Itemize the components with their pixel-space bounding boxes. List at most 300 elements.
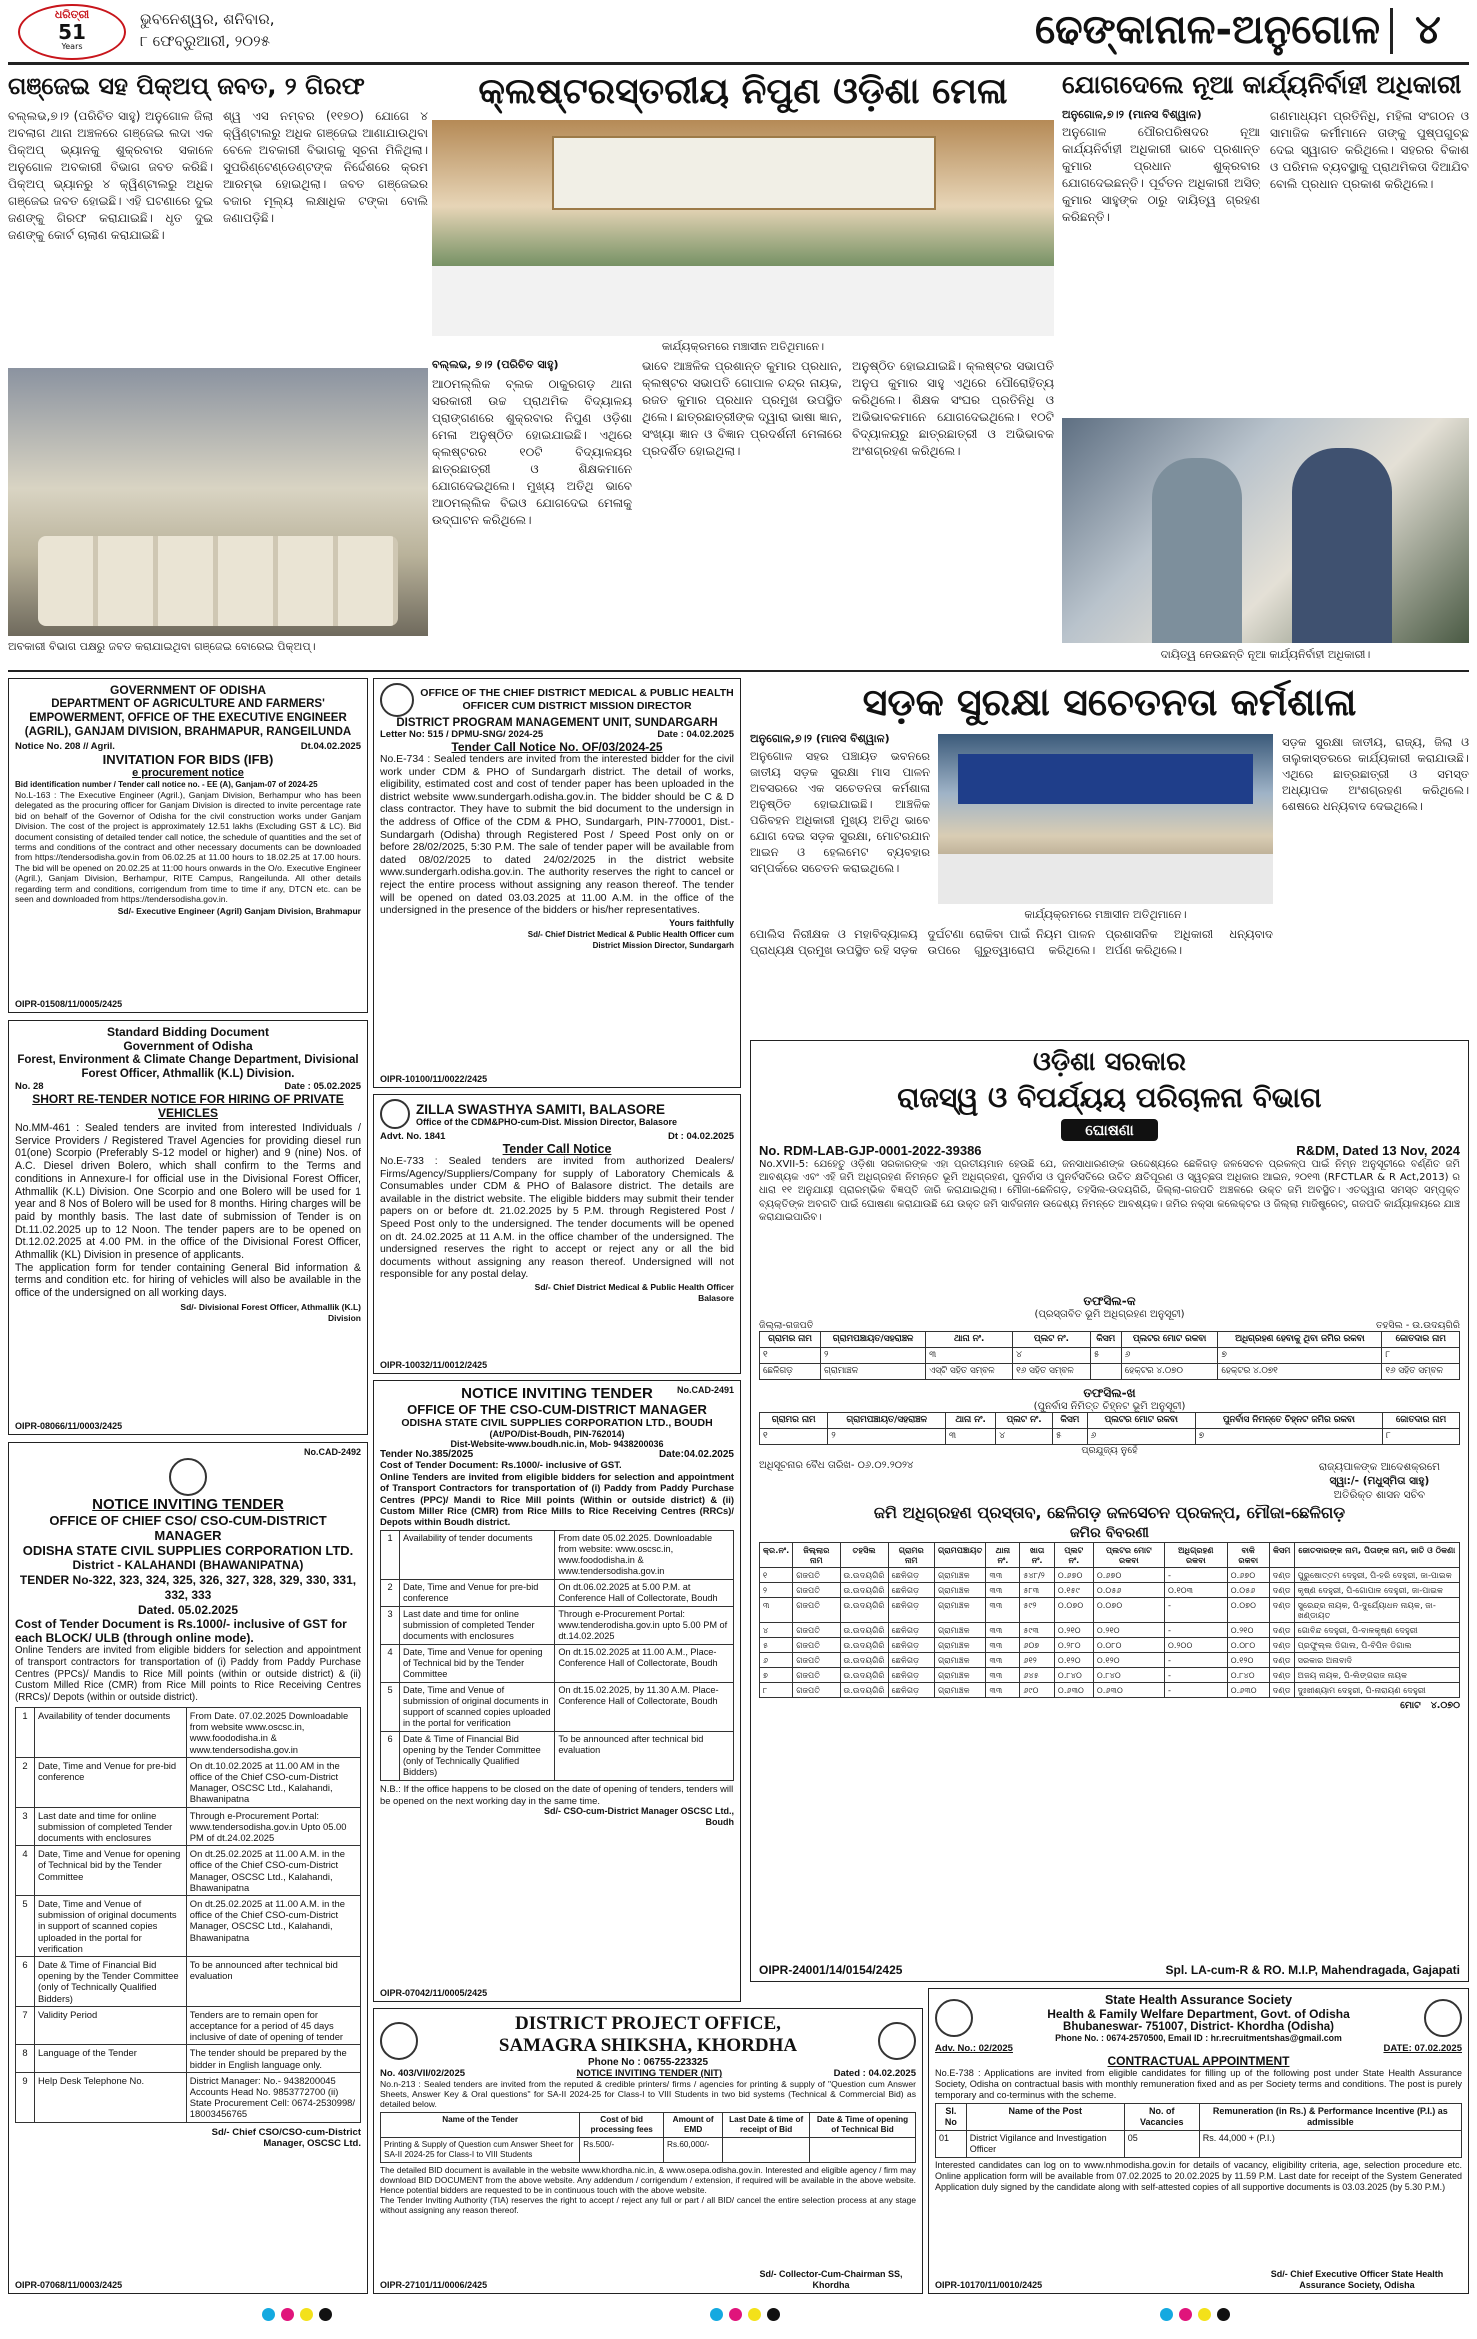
ad-samagra-shiksha-khordha: [373, 2008, 923, 2294]
table-cell: ଗ୍ରାମାଞ୍ଚଳ: [935, 1638, 986, 1653]
vacancy-table: [935, 2103, 1462, 2158]
column-number: ୮: [1382, 1429, 1459, 1445]
column-number: ୨: [820, 1348, 925, 1364]
ad-line-1: GOVERNMENT OF ODISHA: [109, 683, 266, 697]
ad-body: No.L-163 : The Executive Engineer (Agril.), Ganjam Division, Berhampur who has been delegated as the procuring officer for Ganjam Division is directed to invite percentage rate bid on behalf of the Governor of Odisha for the civil construction works under Ganjam Division. The cost of the project is approximately 12.51 lakhs (Excluding GST & LC). Bid document consisting of detailed tender call notice, the schedule of quantities and the set of terms and conditions of the contract and other necessary documents can be downloaded from https://tendersodisha.gov.in from 06.02.25 at 11.00 hours to 18.02.25 at 17.00 hours. The bid will be opened on 20.02.25 at 11:00 hours onwards in the O/o. Executive Engineer (Agril.), Ganjam Division, Berhampur, RITE Campus, Rangeilunda. All other details regarding term and conditions, corrigendum from time to time if any, DTCN etc. can be seen and downloaded from https://tendersodisha.gov.in.: [15, 790, 361, 905]
ad-sign: Sd/- Divisional Forest Officer, Athmallik (K.L) Division: [180, 1301, 361, 1323]
table-cell: ୧: [760, 1568, 793, 1583]
ad-sign: Sd/- Collector-Cum-Chairman SS, Khordha: [759, 2269, 903, 2290]
table-cell: ଗ୍ରାମାଞ୍ଚଳ: [935, 1653, 986, 1668]
table-cell: ୩୩: [986, 1683, 1020, 1698]
table-cell: ଛେଳିଗଡ଼: [888, 1638, 934, 1653]
table-cell: ୦.୨୧୦: [1227, 1623, 1269, 1638]
column-header: Last Date & time of receipt of Bid: [723, 2112, 810, 2137]
table-row: [381, 1683, 734, 1732]
table-cell: ଗଜପତି: [793, 1623, 840, 1638]
table-cell: ଗ୍ରାମାଞ୍ଚଳ: [935, 1668, 986, 1683]
logo-years: 51: [58, 20, 86, 44]
ad-header: NOTICE INVITING TENDER: [461, 1385, 653, 1402]
table-row: [760, 1638, 1460, 1653]
nit-table: [380, 2112, 916, 2163]
column-header: ବାକି ରକବା: [1227, 1543, 1269, 1568]
table-row: [16, 1757, 361, 1807]
tender-cost: Cost of Tender Document: Rs.1000/- inclusive of GST.: [380, 1460, 622, 1471]
row-number: 3: [16, 1807, 35, 1846]
table-cell: -: [1164, 1668, 1227, 1683]
row-number: 4: [381, 1645, 400, 1683]
photo-caption: କାର୍ଯ୍ୟକ୍ରମରେ ମଞ୍ଚାସୀନ ଅତିଥିମାନେ।: [1024, 908, 1187, 921]
bid-id: Bid identification number / Tender call notice no. - EE (A), Ganjam-07 of 2024-25: [15, 780, 318, 789]
table-cell: [810, 2137, 916, 2162]
ad-zilla-swasthya-balasore: [373, 1094, 741, 1374]
column-header: Remuneration (in Rs.) & Performance Incentive (P.I.) as admissible: [1199, 2104, 1461, 2131]
cyan-registration-mark: [710, 2308, 723, 2321]
table-cell: ୩୩: [986, 1668, 1020, 1683]
ad-sign: Sd/- Chief District Medical & Public Health Officer Balasore: [534, 1281, 734, 1303]
column-header: ଗ୍ରାମପଞ୍ଚାୟତ/ସହରାଞ୍ଚଳ: [820, 1332, 925, 1348]
table-cell: ୫୯୨: [1020, 1598, 1055, 1623]
table-cell: ଛେଳିଗଡ଼: [888, 1623, 934, 1638]
row-number: 3: [381, 1607, 400, 1645]
yellow-registration-mark: [1198, 2308, 1211, 2321]
story-ganja-seizure: [8, 68, 428, 668]
story-dateline: ବଲ୍ଲଭ, ୭।୨ (ପରିଚିତ ସାହୁ): [432, 358, 559, 371]
table-cell: ଦଣ୍ଡ: [1269, 1638, 1294, 1653]
ad-line-4: Dist-Website-www.boudh.nic.in, Mob- 9438200036: [450, 1439, 664, 1449]
table-cell: ଉ.ଉଦୟଗିରି: [840, 1623, 888, 1638]
story-body-right: ସଡ଼କ ସୁରକ୍ଷା ଜାତୀୟ, ରାଜ୍ୟ, ଜିଲା ଓ ତାଲୁକାସ୍ତରରେ କାର୍ଯ୍ୟକାରୀ କରାଯାଉଛି। ଏଥିରେ ଛାତ୍ରଛାତ୍ରୀ ଓ ସମସ୍ତ ଅଧ୍ୟାପକ ଅଂଶଗ୍ରହଣ କରିଥିଲେ। ଶେଷରେ ଧନ୍ୟବାଦ ଦେଇଥିଲେ।: [1282, 735, 1469, 813]
column-header: Name of the Tender: [381, 2112, 580, 2137]
ad-line-3: (At/PO/Dist-Boudh, PIN-762014): [489, 1429, 625, 1439]
table-row: [16, 1707, 361, 1757]
page-number: ୪: [1415, 7, 1441, 53]
row-number: 9: [16, 2072, 35, 2122]
table-cell: ଗଜପତି: [793, 1568, 840, 1583]
row-number: 6: [381, 1732, 400, 1781]
table-cell: ଏସ୍‌ଟି ସହିତ ସମ୍ବଳ: [926, 1364, 1013, 1380]
column-header: ଜୋତଦାର ନାମ: [1382, 1332, 1460, 1348]
ad-oipr: OIPR-10170/11/0010/2425: [935, 2280, 1043, 2290]
ad-title: CONTRACTUAL APPOINTMENT: [1107, 2054, 1290, 2068]
ghosana-badge: ଘୋଷଣା: [1061, 1119, 1157, 1141]
table-cell: ୦.୨୧୦: [1054, 1623, 1093, 1638]
notice-date: Dt.04.02.2025: [300, 741, 361, 752]
story-dateline: ଅନୁଗୋଳ,୭।୨ (ମାନସ ବିଶ୍ୱାଳ): [1062, 108, 1202, 121]
land-table-subtitle: ଜମିର ବିବରଣୀ: [1070, 1525, 1149, 1541]
registration-marks-right: [1160, 2308, 1230, 2321]
story-body-right: ଶ୍ୱ ଏସ ନମ୍ବର (୧୧୭୦) ଯୋଗେ ୪ କ୍ୱିଣ୍ଟାଲରୁ ଅଧିକ ଗଞ୍ଜେଇ ଆଣାଯାଉଥିବା ବେଳେ ଅବକାରୀ ବିଭାଗକୁ ସୂଚନା ମିଳିଥିଲା। ସୁପରିଣ୍ଟେଣ୍ଡେଣ୍ଟଙ୍କ ନିର୍ଦ୍ଦେଶରେ କ୍ରମ ଆରମ୍ଭ ହୋଇଥିଲା। ଜବତ ଗଞ୍ଜେଇର ବଜାର ମୂଲ୍ୟ ଲକ୍ଷାଧିକ ଟଙ୍କା ବୋଲି ଜଣାପଡ଼ିଛି।: [223, 109, 428, 225]
row-label: Last date and time for online submission of completed Tender documents with enclosures: [35, 1807, 187, 1846]
row-value: To be announced after technical bid evaluation: [555, 1732, 734, 1781]
table-cell: ୦.୬୭୦: [1227, 1568, 1269, 1583]
table-cell: ଗୋବିନ୍ଦ ଦେହୁରୀ, ପି-ବାଳକୃଷ୍ଣ ଦେହୁରୀ: [1294, 1623, 1459, 1638]
row-value: District Manager: No.- 9438200045 Accounts Head No. 9853772700 (ii) State Procurement Cell: 0674-2530998/ 18003456765: [186, 2072, 360, 2122]
table-cell: ଅଜୟ ନାୟକ, ପି-ଲିଙ୍ଗରାଜ ନାୟକ: [1294, 1668, 1459, 1683]
advt-date: Dt : 04.02.2025: [667, 1131, 734, 1142]
table-cell: ଗ୍ରାମାଞ୍ଚଳ: [935, 1568, 986, 1583]
ad-yours: Yours faithfully: [669, 917, 734, 928]
table-cell: ଉ.ଉଦୟଗିରି: [840, 1638, 888, 1653]
column-header: ଜୋତଦାର ନାମ: [1382, 1413, 1459, 1429]
table-cell: ୦.୬୭୦: [1054, 1568, 1093, 1583]
row-label: Date, Time and Venue for opening of Technical bid by the Tender Committee: [400, 1645, 555, 1683]
notice-number: Notice No. 208 // Agril.: [15, 741, 115, 752]
table-cell: ୩୩: [986, 1623, 1020, 1638]
table-cell: ୦.୨୧୦: [1093, 1623, 1164, 1638]
table-cell: ୫୯୩: [1020, 1623, 1055, 1638]
schedule-a-district: ଜିଲ୍ଲା-ଗଜପତି: [759, 1320, 814, 1331]
ad-line-2: ODISHA STATE CIVIL SUPPLIES CORPORATION LTD., BOUDH: [401, 1417, 713, 1429]
notice-date: Dated : 04.02.2025: [833, 2068, 916, 2079]
ad-title: INVITATION FOR BIDS (IFB): [102, 752, 274, 767]
magenta-registration-mark: [1179, 2308, 1192, 2321]
tender-cost: Cost of Tender Document is Rs.1000/- inclusive of GST for each BLOCK/ ULB (through online mode).: [15, 1617, 347, 1645]
table-cell: Rs. 44,000 + (P.I.): [1199, 2131, 1461, 2158]
table-cell: 05: [1124, 2131, 1199, 2158]
yellow-registration-mark: [300, 2308, 313, 2321]
photo-caption: ଦାୟିତ୍ୱ ନେଉଛନ୍ତି ନୂଆ କାର୍ଯ୍ୟନିର୍ବାହୀ ଅଧିକାରୀ।: [1160, 648, 1371, 661]
row-number: 6: [16, 1957, 35, 2007]
ad-line-2: DEPARTMENT OF AGRICULTURE AND FARMERS' EMPOWERMENT, OFFICE OF THE EXECUTIVE ENGINEER (AGRIL), GANJAM DIVISION, BRAHMAPUR, RANGEILUNDA: [24, 698, 352, 738]
table-cell: Printing & Supply of Question cum Answer Sheet for SA-II 2024-25 for Class-I to VIII Students: [381, 2137, 580, 2162]
ref-number: No. RDM-LAB-GJP-0001-2022-39386: [759, 1143, 982, 1158]
ad-forest-vehicle-hire: [8, 1020, 368, 1435]
column-header: ଥାନା ନଂ.: [986, 1543, 1020, 1568]
workshop-stage-photo: [938, 734, 1273, 904]
table-cell: -: [1164, 1683, 1227, 1698]
black-registration-mark: [767, 2308, 780, 2321]
ad-sign: Sd/- Executive Engineer (Agril) Ganjam Division, Brahmapur: [117, 906, 361, 917]
row-number: 2: [381, 1580, 400, 1607]
table-cell: ୦.୮୪୦: [1093, 1668, 1164, 1683]
column-number: ୪: [996, 1429, 1053, 1445]
table-cell: ଦଣ୍ଡ: [1269, 1668, 1294, 1683]
table-cell: Rs.60,000/-: [664, 2137, 723, 2162]
ad-body: No.E-734 : Sealed tenders are invited from the interested bidder for the civil work under CDM & PHO of Sundargarh district. The detail of works, eligibility, estimated cost and cost of tender paper has been uploaded in the district website www.sundergarh.odisha.gov.in. The bidder should be C & D class contractor. They have to submit the bid document to the undersign in the address of Office of the CDM & PHO, Sundargarh, PIN-770001, Dist.- Sundargarh (Odisha) through Registered Post / Speed Post only on or before 28/02/2025, 5:30 P.M. The sale of tender paper will be available from dated 08/02/2025 to dated 24/02/2025 in the district website www.sundergarh.odisha.gov.in. The authority reserves the right to cancel or reject the entire process without assigning any reason thereof. The tender will be opened on dated 03.03.2025 at 11.00 A.M. in the office of the undersigned in the presence of the bidders or his/her representatives.: [380, 754, 734, 917]
table-cell: କୃଷ୍ଣ ଦେହୁରୀ, ପି-ଗୋପାଳ ଦେହୁରୀ, ଜା-ପାଇକ: [1294, 1583, 1459, 1598]
table-cell: [1090, 1364, 1121, 1380]
column-header: ଗ୍ରାମପଞ୍ଚାୟତ: [935, 1543, 986, 1568]
table-cell: ୩: [760, 1598, 793, 1623]
table-cell: ୦.୮୪୦: [1054, 1668, 1093, 1683]
table-cell: ୫: [760, 1638, 793, 1653]
table-cell: ୦.୮୪୦: [1227, 1668, 1269, 1683]
table-row: [16, 2006, 361, 2045]
table-cell: ସୁରେନ୍ଦ୍ର ନାୟକ, ପି-ଦୁର୍ଯ୍ୟୋଧନ ନାୟକ, ଜା-ଖଣ୍ଡାୟତ: [1294, 1598, 1459, 1623]
land-total-label: ମୋଟ: [1400, 1700, 1421, 1711]
ad-revenue-dm-declaration: [750, 1040, 1469, 1982]
table-cell: ହେକ୍ଟର ୪.୦୭୦: [1121, 1364, 1218, 1380]
cyan-registration-mark: [262, 2308, 275, 2321]
row-label: Date & Time of Financial Bid opening by the Tender Committee (only of Technically Qualified Bidders): [35, 1957, 187, 2007]
row-value: Through e-Procurement Portal: www.tendersodisha.gov.in Upto 05.00 PM of dt.24.02.2025: [186, 1807, 360, 1846]
table-cell: ୦.୦୭୦: [1093, 1598, 1164, 1623]
odisha-emblem-icon: [380, 683, 414, 717]
schedule-b-subtitle: (ପୁନର୍ବାସ ନିମିତ୍ତ ଚିହ୍ନଟ ଭୂମି ଅନୁସୂଚୀ): [1033, 1401, 1186, 1412]
table-cell: ଗଜପତି: [793, 1598, 840, 1623]
ad-body: Online Tenders are invited from eligible bidders for selection and appointment of Transport Contractors for transportation of (i) Paddy from Paddy Purchase Centres (PPC)/ Mandi to Rice Mill points (Within or outside district) & (ii) Custom Miller Rice (CMR) from Rice Mills to Rice Receiving Centres (RRCs)/ Depots within Boudh district.: [380, 1471, 734, 1528]
schedule-a-table: [759, 1331, 1460, 1380]
ad-oscsc-kalahandi: [8, 1442, 368, 2294]
masthead-rule: [8, 62, 1469, 65]
table-cell: ୬: [760, 1653, 793, 1668]
odisha-emblem-icon: [380, 1099, 410, 1129]
column-header: No. of Vacancies: [1124, 2104, 1199, 2131]
column-header: ଜିଲ୍ଲାର ନାମ: [793, 1543, 840, 1568]
yellow-registration-mark: [748, 2308, 761, 2321]
table-cell: ଛେଳିଗଡ଼: [888, 1583, 934, 1598]
table-cell: ପ୍ରଫୁଲ୍ଲ ଡିଗାଲ, ପି-ବିପିନ ଡିଗାଲ: [1294, 1638, 1459, 1653]
ad-title: SHORT RE-TENDER NOTICE FOR HIRING OF PRIVATE VEHICLES: [32, 1092, 344, 1120]
ad-line-2: Government of Odisha: [123, 1039, 253, 1053]
row-value: To be announced after technical bid evaluation: [186, 1957, 360, 2007]
ad-line-1: OFFICE OF CHIEF CSO/ CSO-CUM-DISTRICT MANAGER: [49, 1513, 327, 1543]
table-cell: ୦.୧୨୦: [1227, 1653, 1269, 1668]
column-header: Name of the Post: [966, 2104, 1124, 2131]
ad-title: Tender Call Notice: [502, 1142, 612, 1156]
photo-caption: ଅବକାରୀ ବିଭାଗ ପକ୍ଷରୁ ଜବତ କରାଯାଇଥିବା ଗଞ୍ଜେଇ ବୋରେଇ ପିକ୍‌ଅପ୍।: [8, 640, 316, 653]
black-registration-mark: [1217, 2308, 1230, 2321]
governor-sign: ସ୍ୱା:/- (ମଧୁସ୍ମିତା ସାହୁ): [1329, 1475, 1430, 1487]
story-new-executive-officer: [1062, 68, 1469, 668]
ad-cdm-sundargarh: [373, 678, 741, 1088]
row-label: Date, Time and Venue of submission of original documents in support of scanned copies uploaded in the portal for verification: [400, 1683, 555, 1732]
table-cell: ଛେଳିଗଡ଼: [888, 1568, 934, 1583]
ad-body: Online Tenders are invited from eligible bidders for selection and appointment of transport contractors for transportation of (i) Paddy from Paddy Purchase Centres (PPCs)/ Mandis to Rice Mill points (within or outside district) & (ii) Custom Milled Rice (CMR) from Rice Mill points to Rice Receiving Centres (RRCs)/ Depots (within or outside district).: [15, 1645, 361, 1704]
column-number: ୩: [945, 1429, 995, 1445]
table-cell: ଦଣ୍ଡ: [1269, 1598, 1294, 1623]
table-cell: ୬୯୦: [1020, 1683, 1055, 1698]
story-headline: ଯୋଗଦେଲେ ନୂଆ କାର୍ଯ୍ୟନିର୍ବାହୀ ଅଧିକାରୀ: [1062, 70, 1462, 99]
table-cell: ଗଜପତି: [793, 1638, 840, 1653]
anniversary-logo: [18, 4, 126, 60]
ad-body-2: Interested candidates can log on to www.nhmodisha.gov.in for details of vacancy, eligibility criteria, age, selection procedure etc. Online application form will be available from 07.02.2025 to 20.02.2025 by 11.59 P.M. Last date for receipt of the System Generated Application duly signed by the candidate along with self-attested copies of all supportive documents is 03.03.2025 (by 5.30 P.M.): [935, 2160, 1462, 2192]
table-row: [381, 1531, 734, 1580]
top-rule: [8, 670, 1469, 672]
table-cell: ଗ୍ରାମାଞ୍ଚଳ: [935, 1683, 986, 1698]
magenta-registration-mark: [729, 2308, 742, 2321]
table-cell: ଗ୍ରାମାଞ୍ଚଳ: [820, 1364, 925, 1380]
column-header: Amount of EMD: [664, 2112, 723, 2137]
table-cell: ୦.୬୭୦: [1093, 1568, 1164, 1583]
registration-marks-left: [262, 2308, 332, 2321]
table-cell: ୬୪୫: [1020, 1668, 1055, 1683]
column-header: ଥାନା ନଂ.: [945, 1413, 995, 1429]
governor-designation: ଅତିରିକ୍ତ ଶାସନ ସଚିବ: [1333, 1489, 1426, 1501]
column-header: କିସମ: [1052, 1413, 1087, 1429]
ad-line-1: DISTRICT PROJECT OFFICE,: [515, 2013, 781, 2034]
ad-oipr: OIPR-07068/11/0003/2425: [15, 2280, 123, 2290]
officer-handover-photo: [1062, 418, 1469, 643]
row-number: 5: [381, 1683, 400, 1732]
ad-sign: Spl. LA-cum-R & RO. M.I.P, Mahendragada, Gajapati: [1165, 1963, 1460, 1977]
table-cell: ୦.୧୨୦: [1093, 1653, 1164, 1668]
table-row: [381, 1645, 734, 1683]
tender-date: Date:04.02.2025: [658, 1449, 734, 1460]
table-cell: District Vigilance and Investigation Officer: [966, 2131, 1124, 2158]
row-value: From date 05.02.2025. Downloadable from website: www.oscsc.in, www.foododisha.in & www.tendersodisha.gov.in: [555, 1531, 734, 1580]
ad-state-health-assurance: [928, 1988, 1469, 2294]
letter-date: Date : 04.02.2025: [657, 729, 734, 740]
table-cell: ୫୮୩: [1020, 1583, 1055, 1598]
column-header: ପ୍ଲଟର ମୋଟ ରକବା: [1087, 1413, 1195, 1429]
schedule-b-table: [759, 1412, 1460, 1445]
table-cell: [723, 2137, 810, 2162]
table-cell: ୭: [760, 1668, 793, 1683]
ad-line-2: ରାଜସ୍ୱ ଓ ବିପର୍ଯ୍ୟୟ ପରିଚାଳନା ବିଭାଗ: [897, 1081, 1322, 1114]
table-cell: ୦.୦୭୦: [1054, 1598, 1093, 1623]
story-body-left: ବଲ୍ଲଭ,୭।୨ (ପରିଚିତ ସାହୁ) ଅନୁଗୋଳ ଜିଲା ଅବଲାଗ ଥାନା ଅଞ୍ଚଳରେ ଗଞ୍ଜେଇ ଲଦା ଏକ ପିକ୍‌ଅପ୍ ଭ୍ୟାନକୁ ଶୁକ୍ରବାର ସକାଳେ ଅନୁଗୋଳ ଅବକାରୀ ବିଭାଗ ଜବତ କରିଛି। ପିକ୍‌ଅପ୍ ଭ୍ୟାନରୁ ୪ କ୍ୱିଣ୍ଟାଲରୁ ଅଧିକ ଗଞ୍ଜେଇ ଜବତ ହୋଇଛି। ଏହି ଘଟଣାରେ ଦୁଇ ଜଣଙ୍କୁ ଗିରଫ କରାଯାଇଛି। ଧୃତ ଦୁଇ ଜଣଙ୍କୁ କୋର୍ଟ ଚାଲାଣ କରାଯାଇଛି।: [8, 109, 213, 242]
column-number: ୧: [760, 1348, 821, 1364]
row-number: 1: [381, 1531, 400, 1580]
dateline-date: ୮ ଫେବ୍ରୁଆରୀ, ୨୦୨୫: [140, 32, 270, 50]
story-body-2: ଭାବେ ଆଞ୍ଚଳିକ ପ୍ରଶାନ୍ତ କୁମାର ପ୍ରଧାନ, କ୍ଲଷ୍ଟର ସଭାପତି ଗୋପାଳ ଚନ୍ଦ୍ର ନାୟକ, ରଜତ କୁମାର ପ୍ରଧାନ ପ୍ରମୁଖ ଉପସ୍ଥିତ ଥିଲେ। ଛାତ୍ରଛାତ୍ରୀଙ୍କ ଦ୍ୱାରା ଭାଷା ଜ୍ଞାନ, ସଂଖ୍ୟା ଜ୍ଞାନ ଓ ବିଜ୍ଞାନ ପ୍ରଦର୍ଶନୀ ମେଳାରେ ପ୍ରଦର୍ଶିତ ହୋଇଥିଲା।: [642, 359, 842, 458]
table-cell: ୧୬ ସହିତ ସମ୍ବଳ: [1382, 1364, 1460, 1380]
story-body-right: ଗଣମାଧ୍ୟମ ପ୍ରତିନିଧି, ମହିଳା ସଂଗଠନ ଓ ସାମାଜିକ କର୍ମୀମାନେ ତାଙ୍କୁ ପୁଷ୍ପଗୁଚ୍ଛ ଦେଇ ସ୍ୱାଗତ କରିଥିଲେ। ସହରର ବିକାଶ ଓ ପରିମଳ ବ୍ୟବସ୍ଥାକୁ ପ୍ରାଥମିକତା ଦିଆଯିବ ବୋଲି ପ୍ରଧାନ ପ୍ରକାଶ କରିଥିଲେ।: [1270, 109, 1469, 191]
table-row: [760, 1598, 1460, 1623]
table-cell: ୪: [760, 1623, 793, 1638]
table-cell: ଛେଳିଗଡ଼: [888, 1598, 934, 1623]
story-road-safety-workshop: [750, 676, 1469, 1036]
column-header: ପ୍ଲଟ ନଂ.: [1013, 1332, 1091, 1348]
ad-nb: N.B.: If the office happens to be closed on the date of opening of tenders, tenders will be opened on the next working day in the same time.: [380, 1783, 734, 1806]
table-cell: ୩୩: [986, 1568, 1020, 1583]
column-header: Cost of bid processing fees: [580, 2112, 664, 2137]
table-cell: ଉ.ଉଦୟଗିରି: [840, 1668, 888, 1683]
ad-body: No.MM-461 : Sealed tenders are invited from interested Individuals / Service Providers / Registered Travel Agencies for providing diesel run 01(one) Scorpio (Preferably S-12 model or higher) and 9 (nine) Nos. of A.C. Diesel driven Bolero, which shall confirm to the Terms and conditions in Annexure-I for official use in the Divisional Forest Officer, Athmallik (K.L) Division. One Scorpio and one Bolero will be used for 1 year and 8 Nos of Bolero will be used for 8 months. Hiring charges will be paid by monthly basis. The last date of submission of Tender is on Dt.11.02.2025 up to 12 Noon. The tender papers are to be opened on Dt.12.02.2025 at 4.00 PM. in the office of the Divisional Forest Officer, Athmallik (KL) Division in presence of applicants.: [15, 1122, 361, 1262]
table-cell: ୧୬ ସହିତ ସମ୍ବଳ: [1013, 1364, 1091, 1380]
ad-oipr: OIPR-01508/11/0005/2425: [15, 999, 123, 1009]
ad-oipr: OIPR-10032/11/0012/2425: [380, 1360, 488, 1370]
letter-number: Letter No: 515 / DPMU-SNG/ 2024-25: [380, 729, 544, 740]
column-number: ୫: [1090, 1348, 1121, 1364]
table-row: [16, 1957, 361, 2007]
table-cell: ଦଣ୍ଡ: [1269, 1653, 1294, 1668]
column-header: ଜୋତଦାରଙ୍କ ନାମ, ପିତାଙ୍କ ନାମ, ଜାତି ଓ ଠିକଣା: [1294, 1543, 1459, 1568]
row-label: Help Desk Telephone No.: [35, 2072, 187, 2122]
schedule-b-title: ତଫସିଲ-ଖ: [1083, 1386, 1136, 1400]
ad-oscsc-boudh: [373, 1380, 741, 2002]
ad-line-4: TENDER No-322, 323, 324, 325, 326, 327, 328, 329, 330, 331, 332, 333: [19, 1573, 357, 1602]
column-header: Sl. No: [936, 2104, 967, 2131]
ad-oipr: OIPR-27101/11/0006/2425: [380, 2280, 488, 2290]
table-cell: ୦.୬୩୦: [1093, 1683, 1164, 1698]
story-headline: ସଡ଼କ ସୁରକ୍ଷା ସଚେତନତା କର୍ମଶାଳା: [862, 680, 1357, 724]
row-label: Date & Time of Financial Bid opening by the Tender Committee (only of Technically Qualified Bidders): [400, 1732, 555, 1781]
row-number: 1: [16, 1707, 35, 1757]
row-value: Tenders are to remain open for acceptance for a period of 45 days inclusive of date of opening of tender: [186, 2006, 360, 2045]
ad-line-1: OFFICE OF THE CHIEF DISTRICT MEDICAL & PUBLIC HEALTH OFFICER CUM DISTRICT MISSION DIRECTOR: [420, 687, 734, 712]
section-title: ଢେଙ୍କାନାଳ-ଅନୁଗୋଳ: [1034, 7, 1380, 53]
tender-schedule-table: [380, 1530, 734, 1781]
row-label: Date, Time and Venue for pre-bid conference: [400, 1580, 555, 1607]
table-cell: ହେକ୍ଟର ୪.୦୭୧: [1218, 1364, 1382, 1380]
table-row: [381, 1607, 734, 1645]
table-cell: ୩୩: [986, 1638, 1020, 1653]
logo-text: ଧରିତ୍ରୀ: [54, 8, 90, 21]
ad-line-1: OFFICE OF THE CSO-CUM-DISTRICT MANAGER: [407, 1402, 707, 1417]
ad-cad-number: No.CAD-2491: [676, 1385, 734, 1395]
table-cell: ୦.୬୩୦: [1054, 1683, 1093, 1698]
ad-line-1: State Health Assurance Society: [1104, 1993, 1293, 2007]
logo-sub: Years: [61, 42, 83, 51]
table-cell: ଗ୍ରାମାଞ୍ଚଳ: [935, 1583, 986, 1598]
row-number: 7: [16, 2006, 35, 2045]
ad-line-1: Standard Bidding Document: [107, 1025, 269, 1039]
column-header: ଥାନା ନଂ.: [926, 1332, 1013, 1348]
story-body-left: ଅନୁଗୋଳ ପୌରପରିଷଦର ନୂଆ କାର୍ଯ୍ୟନିର୍ବାହୀ ଅଧିକାରୀ ଭାବେ ପ୍ରଶାନ୍ତ କୁମାର ପ୍ରଧାନ ଶୁକ୍ରବାର ଯୋଗଦେଇଛନ୍ତି। ପୂର୍ବତନ ଅଧିକାରୀ ଅସିତ୍ କୁମାର ସାହୁଙ୍କ ଠାରୁ ଦାୟିତ୍ୱ ଗ୍ରହଣ କରିଛନ୍ତି।: [1062, 125, 1260, 224]
table-cell: ଗଜପତି: [793, 1668, 840, 1683]
table-cell: -: [1164, 1568, 1227, 1583]
table-cell: ୦.୨୦୦: [1164, 1638, 1227, 1653]
story-nipun-odisha-mela: [432, 68, 1054, 668]
cyan-registration-mark: [1160, 2308, 1173, 2321]
ad-sign: Sd/- Chief CSO/CSO-cum-District Manager, OSCSC Ltd.: [211, 2126, 361, 2149]
table-cell: ୦.୦୭୦: [1227, 1598, 1269, 1623]
column-header: ପ୍ଲଟ ନଂ.: [1054, 1543, 1093, 1568]
odisha-emblem-icon: [380, 2022, 418, 2060]
table-row: [16, 2045, 361, 2072]
table-row: [16, 1896, 361, 1957]
odisha-emblem-icon: [935, 1999, 973, 2037]
table-row: [381, 1580, 734, 1607]
ganja-seizure-photo: [8, 368, 428, 636]
table-cell: ଦଣ୍ଡ: [1269, 1623, 1294, 1638]
table-cell: ୦.୨୮୦: [1054, 1638, 1093, 1653]
column-header: ତହସିଲ: [840, 1543, 888, 1568]
column-header: କ୍ର.ନଂ.: [760, 1543, 793, 1568]
table-cell: ଦୁଃଖୀଶ୍ୟାମ ଦେହୁରୀ, ପି-ନାରାୟଣ ଦେହୁରୀ: [1294, 1683, 1459, 1698]
row-value: On dt.10.02.2025 at 11.00 AM in the office of the Chief CSO-cum-District Manager, OSCSC Ltd., Kalahandi, Bhawanipatna: [186, 1757, 360, 1807]
column-header: ପ୍ଲଟର ମୋଟ ରକବା: [1121, 1332, 1218, 1348]
dateline: [140, 8, 400, 52]
magenta-registration-mark: [281, 2308, 294, 2321]
row-label: Date, Time and Venue of submission of original documents in support of scanned copies uploaded in the portal for verification: [35, 1896, 187, 1957]
masthead-divider: [1390, 8, 1393, 54]
row-value: On dt.15.02.2025, by 11.30 A.M. Place-Conference Hall of Collectorate, Boudh: [555, 1683, 734, 1732]
row-value: On dt.25.02.2025 at 11.00 A.M. in the office of the Chief CSO-cum-District Manager, OSCSC Ltd., Kalahandi, Bhawanipatna: [186, 1846, 360, 1896]
row-value: On dt.25.02.2025 at 11.00 A.M. in the office of the Chief CSO-cum-District Manager, OSCSC Ltd., Kalahandi, Bhawanipatna: [186, 1896, 360, 1957]
ad-phone: Phone No : 06755-223325: [587, 2057, 709, 2068]
row-value: The tender should be prepared by the bidder in English language only.: [186, 2045, 360, 2072]
table-cell: ୦.୦୮୦: [1093, 1638, 1164, 1653]
column-header: ପ୍ଲଟ ନଂ.: [996, 1413, 1053, 1429]
table-cell: ପୁରୁଷୋତ୍ତମ ଦେହୁରୀ, ପି-ହରି ଦେହୁରୀ, ଜା-ପାଇକ: [1294, 1568, 1459, 1583]
ad-oipr: OIPR-08066/11/0003/2425: [15, 1421, 123, 1431]
schedule-b-nil: ପ୍ରଯୁଜ୍ୟ ନୁହେଁ: [1081, 1445, 1138, 1456]
ad-line-4: Phone No. : 0674-2570500, Email ID : hr.recruitmentshas@gmail.com: [1055, 2033, 1342, 2043]
table-row: [760, 1583, 1460, 1598]
story-dateline: ଅନୁଗୋଳ,୭।୨ (ମାନସ ବିଶ୍ୱାଳ): [750, 732, 890, 745]
story-body-bottom: ପୋଲିସ ନିରୀକ୍ଷକ ଓ ମହାବିଦ୍ୟାଳୟ ପ୍ରାଧ୍ୟକ୍ଷ ପ୍ରମୁଖ ଉପସ୍ଥିତ ରହି ସଡ଼କ ଦୁର୍ଘଟଣା ରୋକିବା ପାଇଁ ନିୟମ ପାଳନ ଉପରେ ଗୁରୁତ୍ୱାରୋପ କରିଥିଲେ। ପ୍ରଶାସନିକ ଅଧିକାରୀ ଧନ୍ୟବାଦ ଅର୍ପଣ କରିଥିଲେ।: [750, 927, 1273, 957]
column-header: ଗ୍ରାମର ନାମ: [760, 1413, 828, 1429]
table-cell: ୦.୧୨୦: [1054, 1653, 1093, 1668]
ad-sign: Sd/- Chief District Medical & Public Health Officer cum District Mission Director, Sundargarh: [527, 929, 734, 950]
ad-header: NOTICE INVITING TENDER: [92, 1496, 284, 1513]
column-header: ଗ୍ରାମର ନାମ: [888, 1543, 934, 1568]
ad-line-3: Bhubaneswar- 751007, District- Khordha (Odisha): [1063, 2021, 1334, 2033]
ad-body: No.E-733 : Sealed tenders are invited from authorized Dealers/ Firms/Agency/Suppliers/Company for supply of Laboratory Chemicals & Consumables under CDM & PHO of Balasore district. The details are available in the district website. The eligible bidders may submit their tender papers on or before dt. 21.02.2025 by 5 P.M. through Registered Post / Speed Post only to the undersigned. The tender documents will be opened on dt. 24.02.2025 at 11 A.M. in the office chamber of the undersigned. The undersigned reserves the right to accept or reject any or all the bid documents without assigning any reason thereof. Undersigned will not responsible for any postal delay.: [380, 1156, 734, 1281]
table-cell: ଦଣ୍ଡ: [1269, 1583, 1294, 1598]
health-logo-icon: [1424, 1999, 1462, 2037]
table-cell: -: [1164, 1653, 1227, 1668]
row-label: Date, Time and Venue for pre-bid conference: [35, 1757, 187, 1807]
table-cell: ଉ.ଉଦୟଗିରି: [840, 1568, 888, 1583]
table-row: [16, 2072, 361, 2122]
table-cell: 01: [936, 2131, 967, 2158]
table-cell: ୦.୧୦୩: [1164, 1583, 1227, 1598]
notice-number: No. 403/VII/02/2025: [380, 2068, 466, 2079]
